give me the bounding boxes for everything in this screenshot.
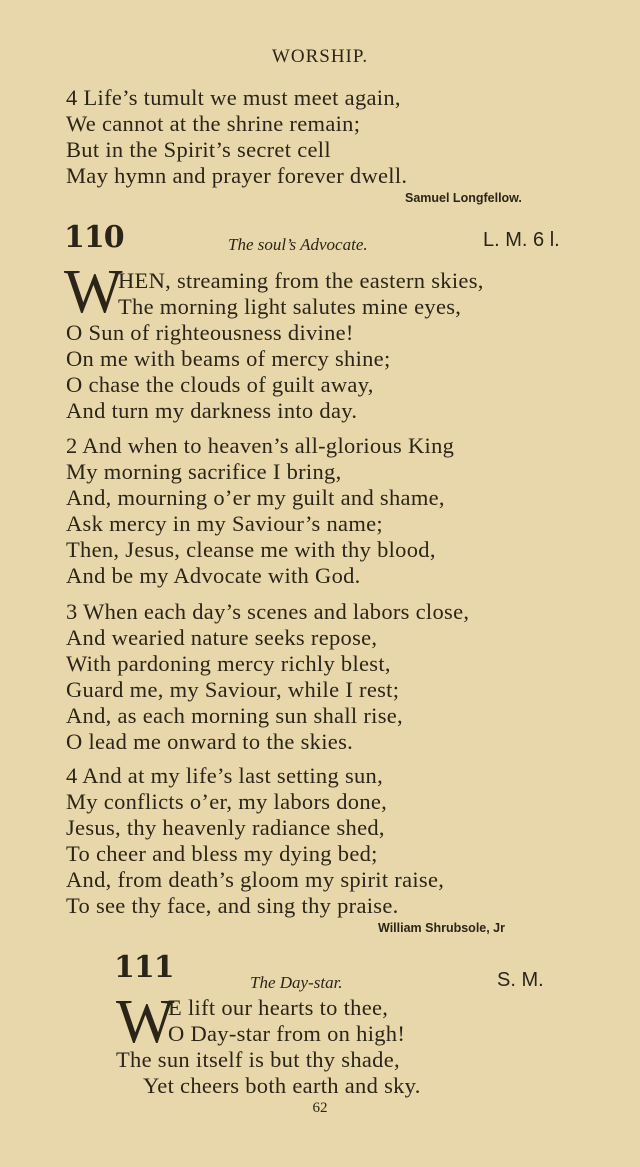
stanza-4 [66,763,444,919]
verse-line: My conflicts o’er, my labors done, [66,789,388,814]
verse-line: And be my Advocate with God. [66,563,361,588]
drop-cap: W [116,988,175,1056]
verse-line: And turn my darkness into day. [66,398,358,423]
hymn-meter: L. M. 6 l. [483,229,560,251]
verse-line: My morning sacrifice I bring, [66,459,342,484]
verse-line: Jesus, thy heavenly radiance shed, [66,815,385,840]
verse-line: O Sun of righteousness divine! [66,320,354,345]
running-head: WORSHIP. [271,46,369,67]
stanza-2 [66,433,454,589]
verse-line: HEN, streaming from the eastern skies, [118,268,484,293]
stanza-3 [66,599,469,755]
hymn-title: The Day-star. [250,973,343,992]
verse-line: 2 And when to heaven’s all-glorious King [66,433,455,458]
verse-line: O lead me onward to the skies. [66,729,354,754]
verse-line: With pardoning mercy richly blest, [66,651,391,676]
verse-line: But in the Spirit’s secret cell [66,137,331,162]
verse-line: Yet cheers both earth and sky. [143,1073,421,1098]
verse-line: Guard me, my Saviour, while I rest; [66,677,400,702]
verse-line: The morning light salutes mine eyes, [118,294,462,319]
author-attribution: Samuel Longfellow. [405,191,522,205]
verse-line: And wearied nature seeks repose, [66,625,378,650]
verse-line: We cannot at the shrine remain; [66,111,361,136]
verse-line: The sun itself is but thy shade, [116,1047,400,1072]
author-attribution: William Shrubsole, Jr [378,921,506,935]
verse-line: To cheer and bless my dying bed; [66,841,378,866]
verse-line: Then, Jesus, cleanse me with thy blood, [66,537,436,562]
verse-line: And, from death’s gloom my spirit raise, [66,867,445,892]
hymn-number: 111 [114,950,174,985]
verse-line: And, as each morning sun shall rise, [66,703,403,728]
hymn-meter: S. M. [497,969,544,991]
verse-line: To see thy face, and sing thy praise. [66,893,399,918]
verse-line: E lift our hearts to thee, [168,995,389,1020]
verse-line: 4 And at my life’s last setting sun, [66,763,384,788]
verse-line: May hymn and prayer forever dwell. [66,163,408,188]
stanza-1 [64,258,484,424]
page-number: 62 [312,1100,328,1116]
prev-hymn-stanza [66,85,407,189]
verse-line: O chase the clouds of guilt away, [66,372,374,397]
verse-line: 4 Life’s tumult we must meet again, [66,85,401,110]
hymn-title: The soul’s Advocate. [228,235,368,254]
verse-line: O Day-star from on high! [168,1021,406,1046]
verse-line: On me with beams of mercy shine; [66,346,391,371]
verse-line: Ask mercy in my Saviour’s name; [66,511,383,536]
stanza-1 [116,988,421,1099]
hymn-number: 110 [64,220,124,255]
drop-cap: W [64,258,123,326]
verse-line: 3 When each day’s scenes and labors close, [66,599,470,624]
verse-line: And, mourning o’er my guilt and shame, [66,485,445,510]
